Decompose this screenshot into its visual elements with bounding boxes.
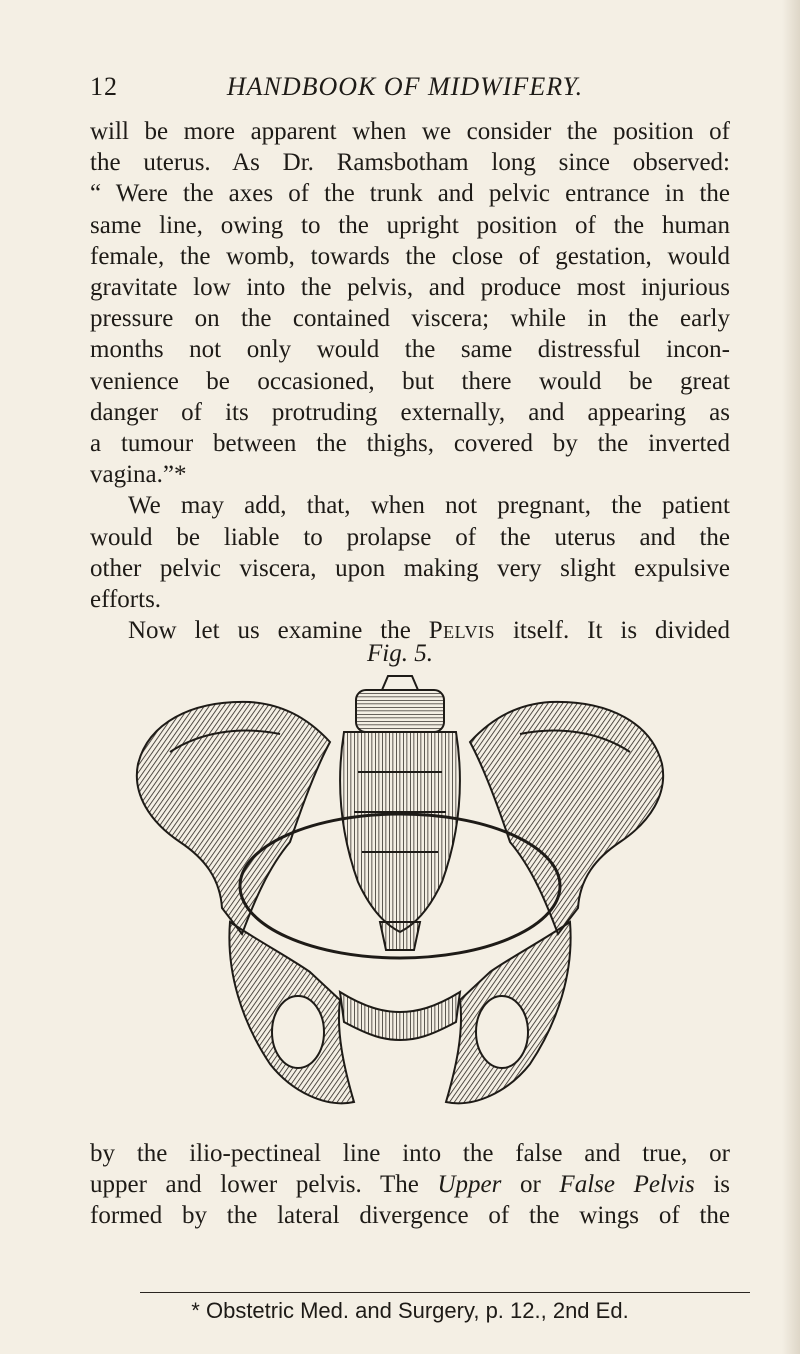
- text-line: vagina.”*: [90, 461, 187, 489]
- figure-caption: Fig. 5.: [367, 640, 433, 667]
- text-line: a tumour between the thighs, covered by the inverted: [90, 429, 730, 457]
- pubic-symphysis: [340, 992, 460, 1040]
- paragraph-false-true-pelvis: [90, 1138, 730, 1232]
- page-edge-shadow: [782, 0, 800, 1354]
- text-line: formed by the lateral divergence of the wings of the: [90, 1202, 730, 1230]
- right-ilium: [470, 702, 663, 934]
- text-line: the uterus. As Dr. Ramsbotham long since observed:: [90, 149, 730, 177]
- text-run: itself. It is divided: [495, 617, 730, 645]
- text-line: pressure on the contained viscera; while in the early: [90, 305, 730, 333]
- term-pelvis: Pelvis: [428, 617, 496, 645]
- paragraph-ramsbotham-quote: [90, 116, 730, 490]
- page-number: 12: [90, 72, 118, 101]
- text-run: Now let us examine the: [128, 617, 429, 645]
- text-run: is: [694, 1171, 730, 1199]
- pelvis-illustration: [130, 672, 670, 1132]
- sacrum: [340, 732, 460, 932]
- text-line: gravitate low into the pelvis, and produce most injurious: [90, 273, 730, 301]
- footnote: * Obstetric Med. and Surgery, p. 12., 2nd Ed.: [191, 1298, 629, 1323]
- text-line: would be liable to prolapse of the uterus and the: [90, 523, 730, 551]
- right-ischium: [446, 922, 571, 1103]
- coccyx: [380, 922, 420, 950]
- text-line: by the ilio-pectineal line into the false and true, or: [90, 1140, 730, 1167]
- running-head: HANDBOOK OF MIDWIFERY.: [226, 72, 584, 101]
- text-line: venience be occasioned, but there would be great: [90, 367, 730, 395]
- text-run: or: [501, 1171, 560, 1199]
- text-run: upper and lower pelvis. The: [90, 1171, 438, 1199]
- text-line: will be more apparent when we consider the position of: [90, 118, 730, 145]
- text-line: months not only would the same distressful incon-: [90, 336, 730, 364]
- text-line: [90, 1169, 730, 1200]
- text-line: We may add, that, when not pregnant, the patient: [128, 492, 730, 520]
- paragraph-prolapse: [90, 490, 730, 615]
- page-header: [90, 72, 720, 106]
- text-line: “ Were the axes of the trunk and pelvic entrance in the: [90, 180, 730, 208]
- footnote-rule: [140, 1292, 750, 1293]
- text-line: female, the womb, towards the close of gestation, would: [90, 242, 730, 270]
- text-line: other pelvic viscera, upon making very slight expulsive: [90, 554, 730, 582]
- left-ischium: [229, 922, 354, 1103]
- term-false-pelvis: False Pelvis: [559, 1171, 695, 1199]
- text-line: danger of its protruding externally, and appearing as: [90, 398, 730, 426]
- text-line: same line, owing to the upright position of the human: [90, 211, 730, 239]
- left-ilium: [137, 702, 330, 934]
- text-line: efforts.: [90, 585, 162, 613]
- lumbar-vertebra: [356, 676, 444, 732]
- term-upper: Upper: [437, 1171, 502, 1199]
